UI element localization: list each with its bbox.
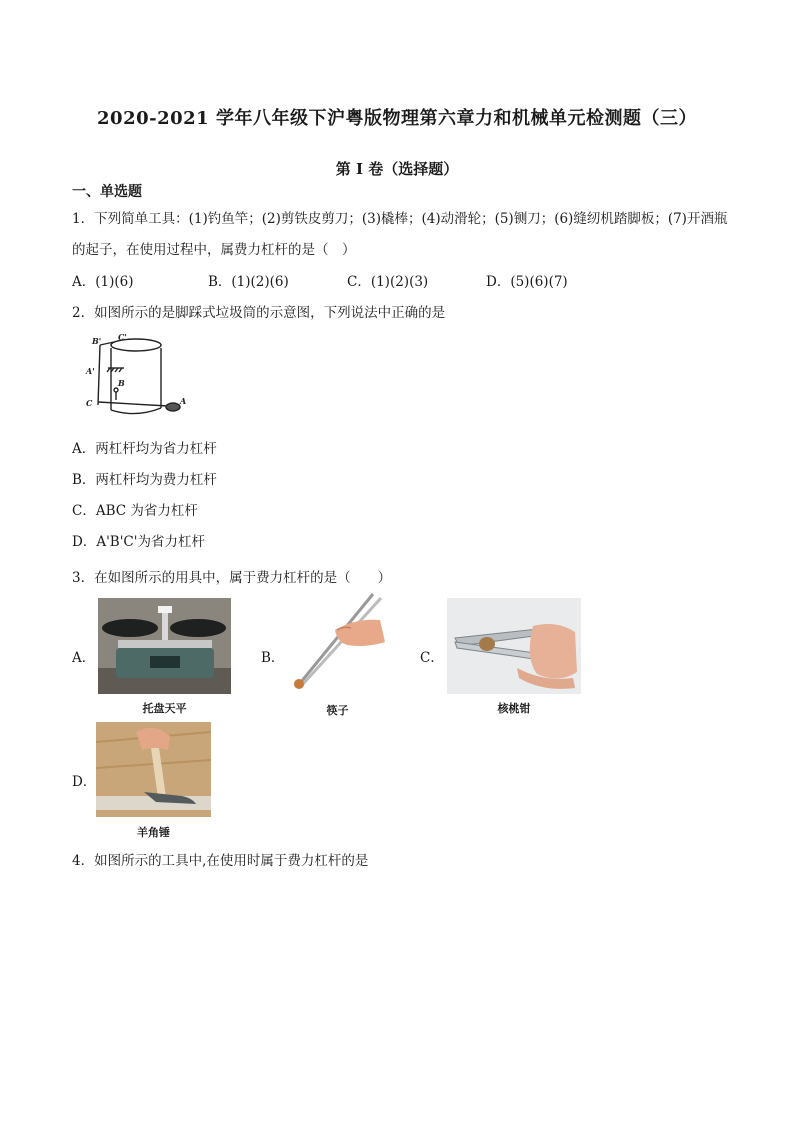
- balance-image: [98, 598, 231, 694]
- q3-option-c-caption: 核桃钳: [497, 702, 531, 715]
- q1-stem-line2: 的起子，在使用过程中，属费力杠杆的是（ ）: [72, 242, 356, 258]
- q3-option-b-letter: B．: [261, 650, 285, 666]
- label-a: A: [180, 396, 187, 406]
- q1-option-d: D．(5)(6)(7): [486, 274, 568, 290]
- q3-option-b-caption: 筷子: [326, 704, 349, 717]
- label-b: B: [118, 378, 125, 388]
- q4-stem: 4．如图所示的工具中,在使用时属于费力杠杆的是: [72, 853, 369, 869]
- q1-option-a: A．(1)(6): [72, 274, 134, 290]
- trash-can-figure: [78, 330, 188, 420]
- label-c-prime: C': [118, 332, 127, 342]
- q3-option-c-letter: C．: [420, 650, 444, 666]
- q3-option-a-letter: A．: [72, 650, 96, 666]
- q1-stem-line1: 1．下列简单工具：(1)钓鱼竿；(2)剪铁皮剪刀；(3)橇棒；(4)动滑轮；(5)铡刀；(6)缝纫机踏脚板；(7)开酒瓶: [72, 211, 728, 227]
- q2-option-d: D．A'B'C'为省力杠杆: [72, 534, 205, 550]
- q1-option-c: C．(1)(2)(3): [347, 274, 429, 290]
- q3-option-a-caption: 托盘天平: [142, 702, 187, 715]
- q3-option-d-caption: 羊角锤: [137, 826, 170, 839]
- volume-title: 第 I 卷（选择题）: [335, 160, 459, 178]
- label-b-prime: B': [92, 336, 102, 346]
- chopsticks-image: [285, 590, 390, 694]
- claw-hammer-image: [96, 722, 211, 817]
- q3-option-d-letter: D．: [72, 774, 97, 790]
- section-heading: 一、单选题: [72, 184, 142, 200]
- q2-option-b: B．两杠杆均为费力杠杆: [72, 472, 217, 488]
- nutcracker-image: [447, 598, 581, 694]
- label-c: C: [86, 398, 93, 408]
- document-title: 2020-2021 学年八年级下沪粤版物理第六章力和机械单元检测题（三）: [97, 108, 697, 129]
- q2-option-c: C．ABC 为省力杠杆: [72, 503, 198, 519]
- q2-stem: 2．如图所示的是脚踩式垃圾筒的示意图，下列说法中正确的是: [72, 305, 446, 321]
- label-a-prime: A': [86, 366, 95, 376]
- q1-option-b: B．(1)(2)(6): [208, 274, 289, 290]
- q2-option-a: A．两杠杆均为省力杠杆: [72, 441, 217, 457]
- q3-stem: 3．在如图所示的用具中，属于费力杠杆的是（ ）: [72, 570, 392, 586]
